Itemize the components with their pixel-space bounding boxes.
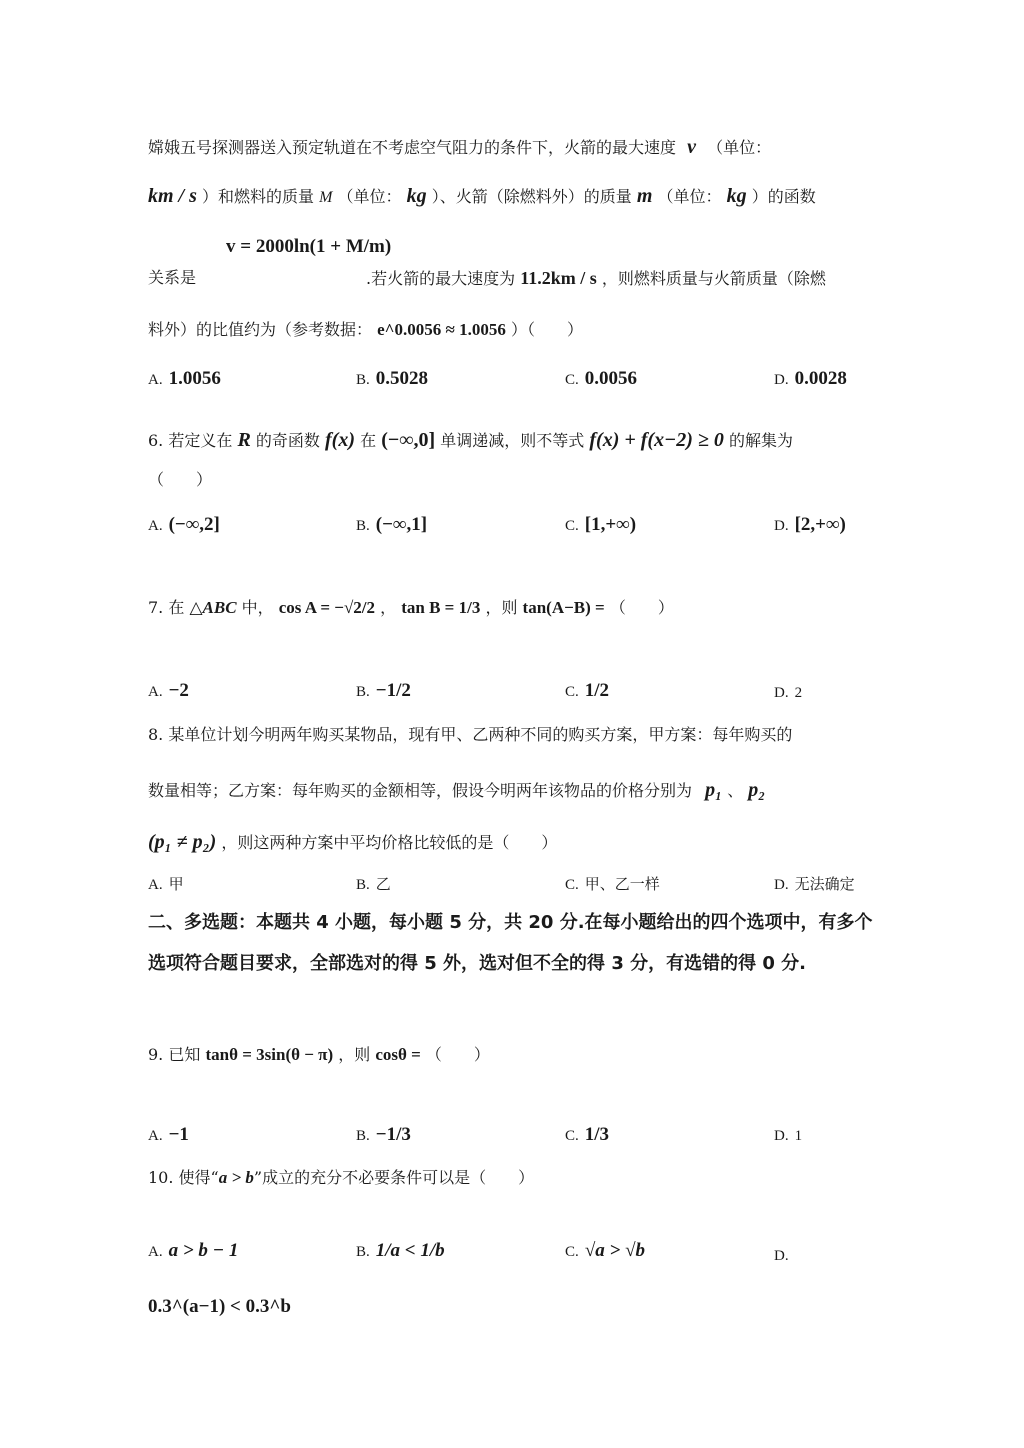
q5-unit-kg-1: kg <box>406 185 427 207</box>
option-label: C. <box>565 877 579 893</box>
q5-formula: v = 2000ln(1 + M/m) <box>226 236 392 257</box>
q5-ref: e^0.0056 ≈ 1.0056 <box>377 320 506 339</box>
q6-line-1 <box>148 428 793 452</box>
q8-line3-text: ，则这两种方案中平均价格比较低的是（ ） <box>221 833 558 852</box>
option-label: C. <box>565 1128 579 1144</box>
option-label: B. <box>356 518 370 534</box>
q5-unit-kg-2: kg <box>726 185 747 207</box>
q7-option-c <box>565 680 609 702</box>
q8-line-3 <box>148 830 557 854</box>
q6-option-c <box>565 514 636 536</box>
q7-triangle: △ABC <box>189 598 237 617</box>
q10-option-c <box>565 1240 645 1262</box>
option-label: A. <box>148 1244 163 1260</box>
option-label: B. <box>356 684 370 700</box>
q9-ask: cosθ = <box>375 1045 421 1064</box>
option-label: C. <box>565 684 579 700</box>
q7-paren: （ ） <box>609 598 674 617</box>
q5-unit-kms: km / s <box>148 185 197 207</box>
q8-sep: 、 <box>727 781 744 800</box>
q8-option-a <box>148 873 184 894</box>
option-label: B. <box>356 372 370 388</box>
option-label: D. <box>774 372 789 388</box>
option-label: B. <box>356 877 370 893</box>
q10-option-d-value <box>148 1296 291 1318</box>
option-value: 1/2 <box>584 680 610 701</box>
q10-text-b: ”成立的充分不必要条件可以是（ ） <box>253 1168 535 1187</box>
q5-speed: 11.2km / s <box>520 268 597 288</box>
option-value: a > b − 1 <box>168 1240 239 1261</box>
option-label: D. <box>774 877 789 893</box>
q5-line4-text-a: 料外）的比值约为（参考数据： <box>148 320 373 339</box>
q7-option-a <box>148 680 189 702</box>
q8-option-b <box>356 873 391 894</box>
option-value: [2,+∞) <box>794 514 846 535</box>
q10-option-d-label <box>774 1246 795 1265</box>
option-label: D. <box>774 685 789 701</box>
q5-line2-text-d: （单位： <box>657 187 722 206</box>
q7-sep: ， <box>380 598 397 617</box>
q8-line1-text: 某单位计划今明两年购买某物品，现有甲、乙两种不同的购买方案，甲方案：每年购买的 <box>168 725 793 744</box>
option-value: (−∞,1] <box>375 514 428 535</box>
option-label: A. <box>148 684 163 700</box>
option-label: C. <box>565 518 579 534</box>
option-value: 0.5028 <box>375 368 429 389</box>
section-heading-multi-choice: 二、多选题：本题共 4 小题，每小题 5 分，共 20 分.在每小题给出的四个选项中，有多个选项符合题目要求，全部选对的得 5 外，选对但不全的得 3 分，有选错的得 0 分. <box>148 912 873 974</box>
q6-number: 6. <box>148 431 164 450</box>
q9-text-b: ，则 <box>338 1045 371 1064</box>
q9-line-1 <box>148 1045 490 1065</box>
q6-text-b: 的奇函数 <box>255 431 320 450</box>
q5-line2-text-a: ）和燃料的质量 <box>202 187 315 206</box>
option-label: D. <box>774 1128 789 1144</box>
q5-line3-text-b: ，则燃料质量与火箭质量（除燃 <box>601 269 826 288</box>
q7-option-d <box>774 683 802 702</box>
q5-line-4 <box>148 320 583 340</box>
q5-option-c <box>565 368 637 390</box>
q6-option-d <box>774 514 846 536</box>
option-label: B. <box>356 1244 370 1260</box>
q6-text-e: 的解集为 <box>728 431 793 450</box>
q5-line4-text-b: ）（ ） <box>510 320 583 339</box>
option-value: (−∞,2] <box>168 514 220 535</box>
option-label: D. <box>774 518 789 534</box>
q9-text-a: 已知 <box>168 1045 201 1064</box>
option-value: 甲、乙一样 <box>584 875 660 893</box>
q7-option-b <box>356 680 411 702</box>
q6-option-a <box>148 514 220 536</box>
option-label: C. <box>565 1244 579 1260</box>
q7-number: 7. <box>148 598 164 617</box>
q8-option-c <box>565 873 660 894</box>
option-value: 1 <box>794 1128 803 1144</box>
q6-interval: (−∞,0] <box>381 429 436 451</box>
q7-text-b: 中， <box>241 598 274 617</box>
q6-line-2 <box>148 470 212 489</box>
q10-option-a <box>148 1240 238 1262</box>
q10-number: 10. <box>148 1168 174 1187</box>
q5-line-2 <box>148 184 816 208</box>
option-label: A. <box>148 372 163 388</box>
q6-inequality: f(x) + f(x−2) ≥ 0 <box>589 429 724 451</box>
q5-var-m: m <box>636 185 653 207</box>
q5-line-3 <box>148 268 196 287</box>
q10-option-b <box>356 1240 445 1262</box>
q5-var-M: M <box>319 189 333 206</box>
q8-p1: p₁ <box>705 779 723 801</box>
option-label: C. <box>565 372 579 388</box>
option-value: −1 <box>168 1124 189 1145</box>
q7-text-c: ，则 <box>485 598 518 617</box>
q9-paren: （ ） <box>425 1045 490 1064</box>
option-value: −2 <box>168 680 189 701</box>
q5-option-d <box>774 368 847 390</box>
option-value: 无法确定 <box>794 875 855 893</box>
q9-option-a <box>148 1124 189 1146</box>
option-value: −1/3 <box>375 1124 411 1145</box>
q8-p2: p₂ <box>748 779 766 801</box>
q5-line1-unit: （单位： <box>707 138 772 157</box>
option-label: A. <box>148 1128 163 1144</box>
q8-number: 8. <box>148 725 164 744</box>
q5-option-b <box>356 368 428 390</box>
q8-line-2 <box>148 778 765 802</box>
q10-cond: a > b <box>218 1168 254 1187</box>
q9-number: 9. <box>148 1045 164 1064</box>
option-value: 1.0056 <box>168 368 221 389</box>
q7-line-1 <box>148 598 674 618</box>
option-label: A. <box>148 877 163 893</box>
option-value: 0.3^(a−1) < 0.3^b <box>148 1296 291 1317</box>
option-label: A. <box>148 518 163 534</box>
q5-line3-text-a: .若火箭的最大速度为 <box>366 269 516 288</box>
option-value: 0.0028 <box>794 368 847 389</box>
q8-cond: (p₁ ≠ p₂) <box>148 831 217 853</box>
option-value: −1/2 <box>375 680 411 701</box>
q5-var-v: v <box>687 136 696 158</box>
q5-line2-text-e: ）的函数 <box>751 187 816 206</box>
q5-line1-text: 嫦娥五号探测器送入预定轨道在不考虑空气阻力的条件下，火箭的最大速度 <box>148 138 677 157</box>
q6-paren: （ ） <box>148 470 213 489</box>
q6-R: R <box>237 429 251 451</box>
q9-option-c <box>565 1124 609 1146</box>
q5-line2-text-b: （单位： <box>337 187 402 206</box>
option-value: 1/3 <box>584 1124 610 1145</box>
q6-option-b <box>356 514 427 536</box>
q9-option-d <box>774 1126 802 1145</box>
q9-option-b <box>356 1124 411 1146</box>
option-value: 甲 <box>168 875 184 893</box>
q5-line2-text-c: ）、火箭（除燃料外）的质量 <box>431 187 632 206</box>
q6-fx: f(x) <box>325 429 355 451</box>
q7-cond-tan: tan B = 1/3 <box>401 598 481 617</box>
q6-text-d: 单调递减，则不等式 <box>440 431 585 450</box>
q10-text-a: 使得“ <box>178 1168 219 1187</box>
option-value: √a > √b <box>584 1240 645 1261</box>
q10-line-1 <box>148 1168 534 1188</box>
option-value: 2 <box>794 685 803 701</box>
q8-line-1 <box>148 725 792 744</box>
option-value: 1/a < 1/b <box>375 1240 445 1261</box>
q5-formula-wrap <box>226 236 391 259</box>
q7-text-a: 在 <box>168 598 185 617</box>
q7-ask: tan(A−B) = <box>522 598 605 617</box>
option-label: B. <box>356 1128 370 1144</box>
option-label: D. <box>774 1248 789 1264</box>
option-value: 乙 <box>375 875 391 893</box>
q5-line3-prefix: 关系是 <box>148 268 197 287</box>
q5-line-1 <box>148 135 771 159</box>
option-value: [1,+∞) <box>584 514 637 535</box>
option-value: 0.0056 <box>584 368 638 389</box>
q5-line-3b <box>366 268 826 290</box>
q8-line2-text: 数量相等；乙方案：每年购买的金额相等，假设今明两年该物品的价格分别为 <box>148 781 693 800</box>
q5-option-a <box>148 368 221 390</box>
q7-cond-cos: cos A = −√2/2 <box>278 598 376 617</box>
q6-text-c: 在 <box>360 431 377 450</box>
q8-option-d <box>774 873 855 894</box>
q6-text-a: 若定义在 <box>168 431 233 450</box>
q9-cond: tanθ = 3sin(θ − π) <box>205 1045 334 1064</box>
